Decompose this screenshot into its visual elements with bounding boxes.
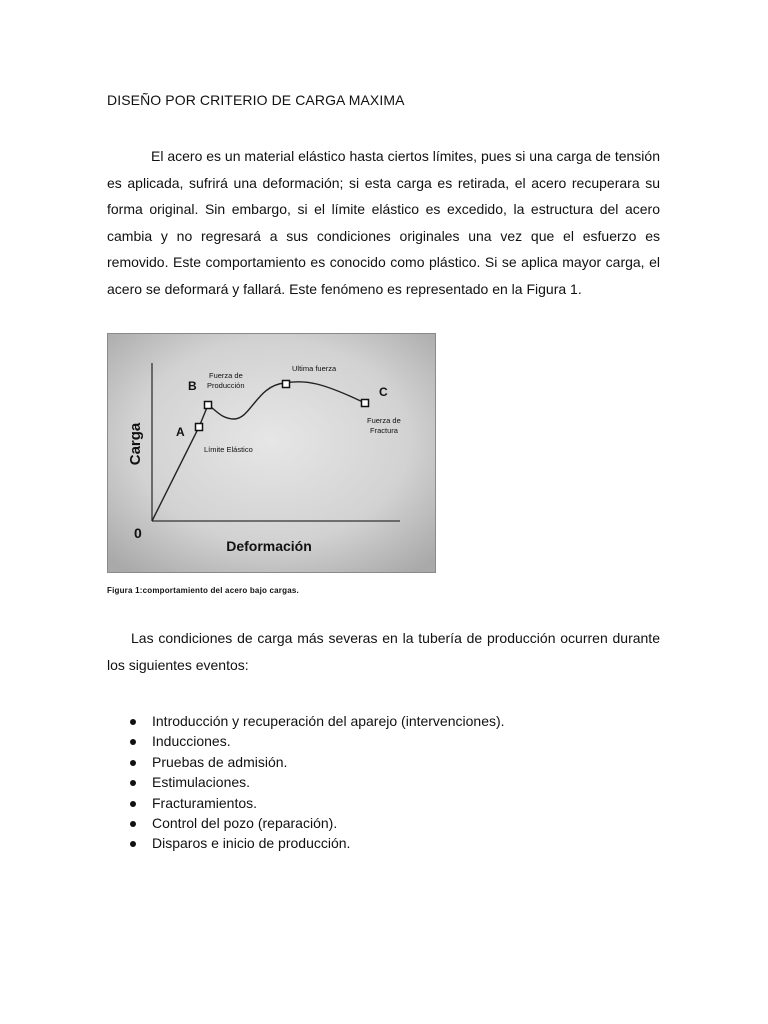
figure-1-svg xyxy=(107,333,436,573)
point-a-label: A xyxy=(176,425,185,439)
point-b-label: B xyxy=(188,379,197,393)
fuerza-fractura-label-line2: Fractura xyxy=(370,426,398,435)
intro-paragraph: El acero es un material elástico hasta ciertos límites, pues si una carga de tensión es aplicada, sufrirá una deformación; si esta carga es retirada, el acero recuperara su forma original. Sin embargo, si el límite elástico es excedido, la estructura del acero cambia y no regresará a sus condiciones originales una vez que el esfuerzo es removido. Este comportamiento es conocido como plástico. Si se aplica mayor carga, el acero se deformará y fallará. Este fenómeno es representado en la Figura 1. xyxy=(107,148,660,297)
y-axis-label: Carga xyxy=(127,422,144,466)
point-b-marker xyxy=(205,402,212,409)
list-item: Control del pozo (reparación). xyxy=(130,813,505,833)
list-item: Estimulaciones. xyxy=(130,772,505,792)
list-item: Fracturamientos. xyxy=(130,793,505,813)
ultima-fuerza-marker xyxy=(283,381,290,388)
list-item: Disparos e inicio de producción. xyxy=(130,833,505,853)
point-c-marker xyxy=(362,400,369,407)
list-item: Introducción y recuperación del aparejo (intervenciones). xyxy=(130,711,505,731)
fuerza-produccion-label-line1: Fuerza de xyxy=(209,371,243,380)
events-list xyxy=(130,711,505,854)
point-a-marker xyxy=(196,424,203,431)
ultima-fuerza-label: Ultima fuerza xyxy=(292,364,337,373)
figure-1-diagram xyxy=(107,333,436,573)
document-heading: DISEÑO POR CRITERIO DE CARGA MAXIMA xyxy=(107,92,405,108)
fuerza-fractura-label-line1: Fuerza de xyxy=(367,416,401,425)
limite-elastico-label: Límite Elástico xyxy=(204,445,253,454)
list-item: Inducciones. xyxy=(130,731,505,751)
origin-label: 0 xyxy=(134,525,142,541)
figure-background xyxy=(108,334,436,573)
fuerza-produccion-label-line2: Producción xyxy=(207,381,245,390)
figure-caption: Figura 1:comportamiento del acero bajo cargas. xyxy=(107,586,299,595)
conditions-paragraph: Las condiciones de carga más severas en la tubería de producción ocurren durante los siguientes eventos: xyxy=(107,630,660,673)
x-axis-label: Deformación xyxy=(226,538,312,554)
list-item: Pruebas de admisión. xyxy=(130,752,505,772)
point-c-label: C xyxy=(379,385,388,399)
